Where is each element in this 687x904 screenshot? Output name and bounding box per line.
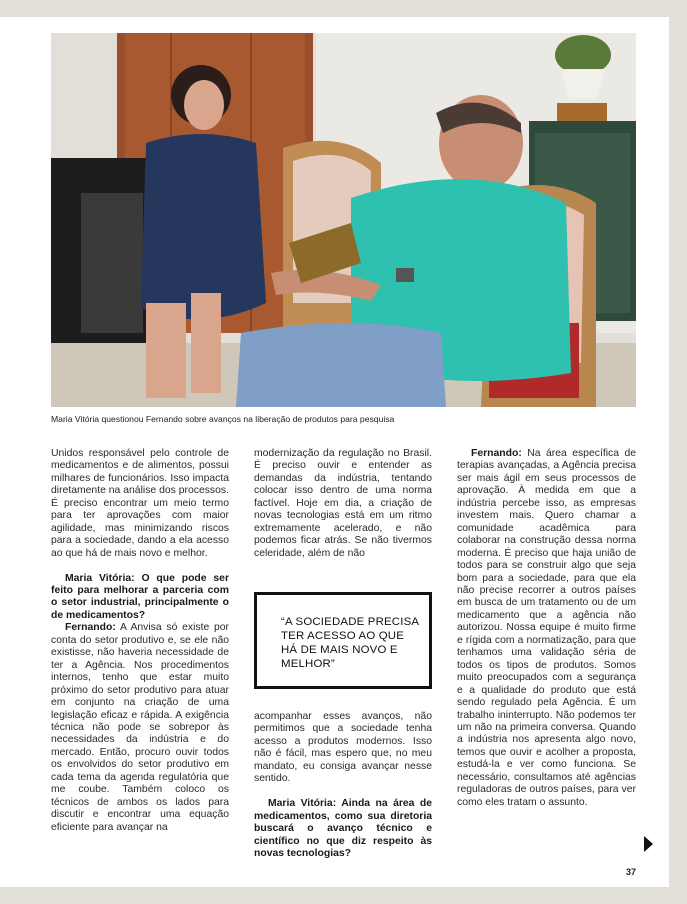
page-edge [669,17,687,887]
interview-photo-illustration [51,33,636,407]
article-column-2 [254,448,432,560]
answer [457,448,636,809]
interview-photo [51,33,636,407]
arrow-right-icon [644,836,653,852]
article-column-1 [51,448,229,834]
page-number: 37 [626,867,637,877]
article-column-3 [457,448,636,809]
speaker: Maria Vitória: [65,572,135,584]
pull-quote: “A SOCIEDADE PRECISA TER ACESSO AO QUE HÁ DE MAIS NOVO E MELHOR” [281,616,419,670]
paragraph: modernização da regulação no Brasil. É preciso ouvir e entender as demandas da indústria, tentando colocar isso dentro de uma norma factível. Hoje em dia, a criação de novas tecnologias está em um ritmo extremamente acelerado, e não podemos ficar atrás. Se não tivermos celeridade, além de não [254,448,432,559]
pull-quote-box [254,592,432,689]
paragraph: acompanhar esses avanços, não permitimos que a sociedade tenha acesso a produtos modernos. Isso não é fácil, mas espero que, no meu mandato, eu consiga avançar nesse sentido. [254,711,432,785]
speaker: Fernando: [65,622,116,634]
question [254,798,432,860]
question [51,573,229,623]
paragraph: Unidos responsável pelo controle de medicamentos e de alimentos, possui milhares de funcionários. Isso impacta diretamente na análise dos processos. É preciso encontrar um meio termo para ter aprovações com maior agilidade, mas minimizando riscos para a sociedade, dando a ela acesso ao que há de mais novo e melhor. [51,448,229,559]
photo-caption: Maria Vitória questionou Fernando sobre avanços na liberação de produtos para pesquisa [51,414,395,424]
question-text: O que pode ser feito para melhorar a parceria com o setor industrial, principalmente o de medicamentos? [51,572,229,621]
question-text: Ainda na área de medicamentos, como sua diretoria buscará o avanço técnico e científico no que diz respeito às novas tecnologias? [254,798,432,859]
article-column-2-continued [254,711,432,860]
speaker: Maria Vitória: [268,798,337,810]
answer [51,622,229,834]
speaker: Fernando: [471,448,522,459]
answer-text: Na área específica de terapias avançadas, a Agência precisa ser mais ágil em seus processos de aprovação. À medida em que a indústria percebe isso, as empresas investem mais. Quero chamar a comunidade acadêmica para colaborar na construção dessa norma moderna. É preciso que haja união de todos para se construir algo que seja bom para a sociedade, para que ela não precise recorrer a outros países em busca de um tratamento ou de um medicamento que a agência não autorizou. Nossa equipe é muito firme e rígida com a normatização, para que tenhamos uma validação séria de todos os tipos de produtos. Somos muito preocupados com a segurança e a qualidade do produto que está sendo regulado pela Agência. É um trabalho ininterrupto. Não podemos ter um não na primeira conversa. Quando a indústria nos apresenta algo novo, temos que ouvir e acolher a proposta, estudá-la e ver como funciona. Se necessário, consultamos até agências reguladoras de outros países, para ver como eles tratam o assunto. [457,448,636,808]
answer-text: A Anvisa só existe por conta do setor produtivo e, se ele não existisse, não haveria necessidade de ter a Agência. Nos procedimentos internos, tenho que estar muito próximo do setor produtivo para atuar em conjunto na criação de uma legislação eficaz e rápida. A exigência técnica não pode se sobrepor às necessidades da indústria e do mercado. Então, procuro ouvir todos os envolvidos do setor produtivo em cada tema da agenda regulatória que me coube. Também coloco os técnicos de ambos os lados para discutir e encontrar uma equação eficiente para avançar na [51,622,229,833]
